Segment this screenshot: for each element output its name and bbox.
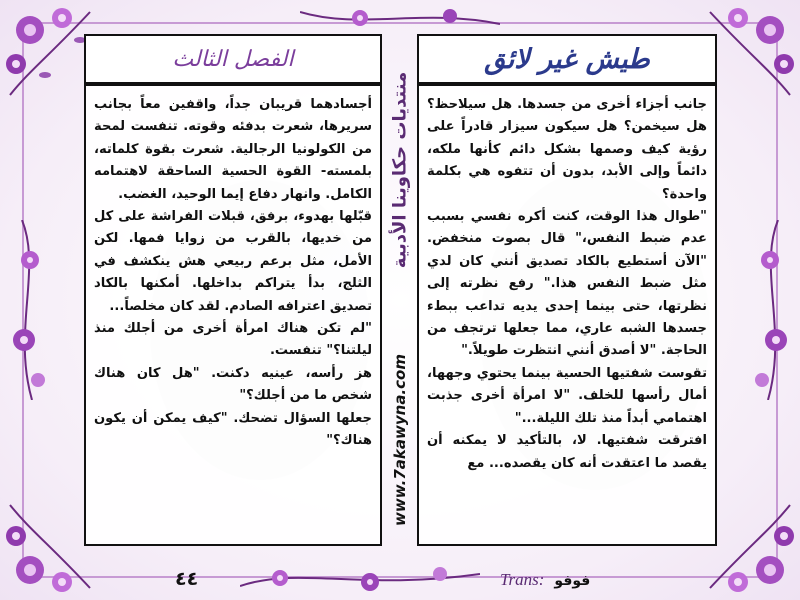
chapter-header xyxy=(84,34,382,84)
paragraph: تقوست شفتيها الحسية بينما يحتوي وجهها، أمال رأسها للخلف. "لا امرأة أخرى جذبت اهتمامي أبداً منذ تلك الليلة..." xyxy=(427,365,707,426)
paragraph: جانب أجزاء أخرى من جسدها. هل سيلاحظ؟ هل سيخمن؟ هل سيكون سيزار قادراً على رؤية كيف وصمها بشكل دائم كأنها ملكه، دائماً وإلى الأبد، بدون أن تتفوه هي بكلمة واحدة؟ xyxy=(427,97,707,202)
left-page-text xyxy=(94,94,372,536)
flower-bottom-row xyxy=(240,556,480,596)
flower-edge-right xyxy=(738,220,798,400)
right-page-column xyxy=(417,84,717,546)
page-number: ٤٤ xyxy=(175,568,199,590)
paragraph: "طوال هذا الوقت، كنت أكره نفسي بسبب عدم ضبط النفس،" قال بصوت منخفض. "الآن أستطيع بالكاد تصديق أنني كان لدي مثل ضبط النفس هذا." رفع نظرته إلى نظرتها، حتى بينما إحدى يديه تداعب ببطء جسدها الشبه عاري، مما جعلها ترتجف من الحاجة. "لا أصدق أنني انتظرت طويلاً." xyxy=(427,209,707,359)
forum-name: منتديات حكاوينا الأدبية xyxy=(389,71,411,269)
paragraph: أجسادهما قريبان جداً، واقفين معاً بجانب سريرها، شعرت بدفئه وقوته. تنفست لمحة من الكولونيا الرجالية. شعرت بقوة كلماته، بلمسته- القوة الحسية الساحقة لاهتمامه الكامل. وانهار دفاع إيما الوحيد، الغضب. xyxy=(94,97,372,202)
translator-name: فوفو xyxy=(554,573,591,589)
flower-top-row xyxy=(300,2,500,36)
novel-header xyxy=(417,34,717,84)
chapter-title: الفصل الثالث xyxy=(172,46,294,72)
paragraph: هز رأسه، عينيه دكنت. "هل كان هناك شخص ما من أجلك؟" xyxy=(94,365,372,404)
flower-edge-left xyxy=(2,220,62,400)
paragraph: "لم تكن هناك امرأة أخرى من أجلك منذ ليلتنا؟" تنفست. xyxy=(94,321,372,359)
translator-label: Trans: xyxy=(500,570,545,589)
right-page-text xyxy=(427,94,707,536)
forum-url[interactable]: www.7akawyna.com xyxy=(391,354,409,526)
novel-title: طيش غير لائق xyxy=(484,43,650,75)
left-page-column xyxy=(84,84,382,546)
paragraph: قبّلها بهدوء، برفق، قبلات الفراشة على كل من خديها، بالقرب من زوايا فمها. لكن الأمل، مثل برعم ربيعي هش ينكشف في الثلج، بدأ يتراكم بداخلها. أمكنها بالكاد تصديق اعترافه الصادم. لقد كان مخلصاً... xyxy=(94,209,372,314)
translator-credit xyxy=(500,570,590,590)
paragraph: افترقت شفتيها. لا، بالتأكيد لا يمكنه أن يقصد ما اعتقدت أنه كان يقصده... مع xyxy=(427,433,707,471)
paragraph: جعلها السؤال تضحك. "كيف يمكن أن يكون هناك؟" xyxy=(94,410,372,449)
